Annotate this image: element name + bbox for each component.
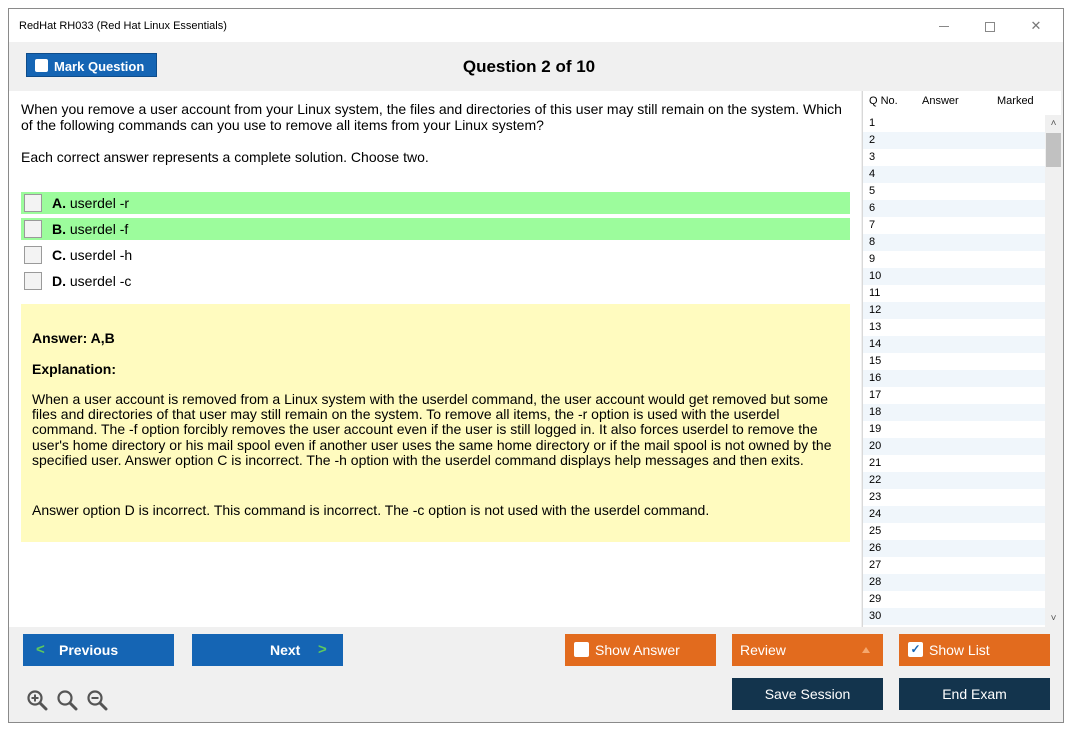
answer-line: Answer: A,B bbox=[32, 330, 115, 346]
list-item[interactable]: 1 bbox=[869, 117, 876, 129]
show-answer-checkbox[interactable] bbox=[574, 642, 589, 657]
option-a[interactable] bbox=[21, 192, 850, 214]
list-item[interactable]: 3 bbox=[869, 151, 876, 163]
list-item[interactable]: 2 bbox=[863, 132, 1045, 149]
list-item[interactable]: 30 bbox=[863, 608, 1045, 625]
option-d-checkbox[interactable] bbox=[24, 272, 42, 290]
list-item[interactable]: 25 bbox=[869, 525, 882, 537]
question-panel bbox=[9, 91, 861, 627]
list-item[interactable]: 9 bbox=[869, 253, 876, 265]
explanation-label: Explanation: bbox=[32, 361, 117, 377]
option-letter: B. bbox=[52, 221, 66, 237]
option-a-checkbox[interactable] bbox=[24, 194, 42, 212]
next-label: Next bbox=[270, 642, 301, 658]
show-list-label: Show List bbox=[929, 642, 990, 658]
previous-label: Previous bbox=[59, 642, 119, 658]
chevron-right-icon: > bbox=[318, 641, 327, 658]
previous-button[interactable] bbox=[23, 634, 174, 666]
list-item[interactable]: 10 bbox=[863, 268, 1045, 285]
question-list-header bbox=[863, 91, 1061, 113]
list-item[interactable]: 14 bbox=[863, 336, 1045, 353]
list-item[interactable]: 22 bbox=[863, 472, 1045, 489]
show-answer-label: Show Answer bbox=[595, 642, 680, 658]
mark-question-label: Mark Question bbox=[54, 59, 145, 74]
dropdown-arrow-icon bbox=[862, 647, 870, 653]
header-answer: Answer bbox=[922, 95, 959, 107]
question-text: When you remove a user account from your Linux system, the files and directories of this user may still remain on the system. Which of the following commands can you use to remove all items from your Linux system? bbox=[21, 101, 842, 133]
close-button[interactable] bbox=[1013, 15, 1059, 37]
option-b[interactable] bbox=[21, 218, 850, 240]
list-item[interactable]: 28 bbox=[863, 574, 1045, 591]
option-c[interactable] bbox=[21, 244, 850, 266]
list-item[interactable]: 24 bbox=[863, 506, 1045, 523]
question-list-scrollbar[interactable] bbox=[1045, 115, 1062, 627]
header-qno: Q No. bbox=[869, 95, 898, 107]
option-text: userdel -r bbox=[69, 195, 130, 211]
list-item[interactable]: 27 bbox=[869, 559, 882, 571]
save-session-button[interactable] bbox=[732, 678, 883, 710]
option-d[interactable] bbox=[21, 270, 850, 292]
close-icon: ✕ bbox=[1030, 18, 1042, 33]
list-item[interactable]: 19 bbox=[869, 423, 882, 435]
minimize-icon bbox=[939, 26, 949, 27]
list-item[interactable]: 29 bbox=[869, 593, 882, 605]
title-bar bbox=[9, 9, 1063, 42]
mark-question-button[interactable] bbox=[26, 53, 157, 77]
explanation-paragraph: Answer option D is incorrect. This command is incorrect. The -c option is not used with the userdel command. bbox=[32, 502, 710, 518]
list-item[interactable]: 26 bbox=[863, 540, 1045, 557]
list-item[interactable]: 7 bbox=[869, 219, 876, 231]
option-letter: A. bbox=[52, 195, 66, 211]
window-title: RedHat RH033 (Red Hat Linux Essentials) bbox=[19, 20, 227, 32]
question-counter: Question 2 of 10 bbox=[462, 57, 596, 76]
app-window bbox=[8, 8, 1064, 723]
chevron-left-icon: < bbox=[36, 641, 45, 658]
scroll-thumb[interactable] bbox=[1046, 133, 1061, 167]
list-item[interactable]: 18 bbox=[863, 404, 1045, 421]
minimize-button[interactable] bbox=[921, 15, 967, 37]
end-exam-button[interactable] bbox=[899, 678, 1050, 710]
list-item[interactable]: 13 bbox=[869, 321, 882, 333]
option-text: userdel -c bbox=[69, 273, 132, 289]
option-b-checkbox[interactable] bbox=[24, 220, 42, 238]
option-c-checkbox[interactable] bbox=[24, 246, 42, 264]
option-letter: D. bbox=[52, 273, 66, 289]
list-item[interactable]: 6 bbox=[863, 200, 1045, 217]
review-dropdown[interactable] bbox=[732, 634, 883, 666]
review-label: Review bbox=[740, 642, 786, 658]
show-answer-button[interactable] bbox=[565, 634, 716, 666]
list-item[interactable]: 23 bbox=[869, 491, 882, 503]
zoom-in-icon[interactable] bbox=[26, 689, 48, 711]
question-instruction: Each correct answer represents a complete solution. Choose two. bbox=[21, 149, 429, 165]
save-session-label: Save Session bbox=[764, 686, 851, 702]
list-item[interactable]: 20 bbox=[863, 438, 1045, 455]
option-text: userdel -f bbox=[69, 221, 129, 237]
show-list-button[interactable] bbox=[899, 634, 1050, 666]
question-list-panel bbox=[862, 91, 1061, 627]
list-item[interactable]: 11 bbox=[869, 287, 881, 299]
list-item[interactable]: 5 bbox=[869, 185, 876, 197]
question-list[interactable] bbox=[863, 115, 1045, 627]
maximize-icon bbox=[985, 22, 995, 32]
list-item[interactable]: 17 bbox=[869, 389, 882, 401]
scroll-down-icon[interactable]: ˅ bbox=[1050, 613, 1057, 624]
list-item[interactable]: 16 bbox=[863, 370, 1045, 387]
show-list-checkbox[interactable]: ✓ bbox=[908, 642, 923, 657]
list-item[interactable]: 15 bbox=[869, 355, 882, 367]
list-item[interactable]: 4 bbox=[863, 166, 1045, 183]
scroll-up-icon[interactable]: ˄ bbox=[1050, 118, 1057, 129]
mark-question-checkbox[interactable] bbox=[35, 59, 48, 72]
end-exam-label: End Exam bbox=[942, 686, 1007, 702]
list-item[interactable]: 12 bbox=[863, 302, 1045, 319]
next-button[interactable] bbox=[192, 634, 343, 666]
explanation-box bbox=[21, 304, 850, 542]
maximize-button[interactable] bbox=[967, 15, 1013, 37]
header-marked: Marked bbox=[997, 95, 1034, 107]
list-item[interactable]: 21 bbox=[869, 457, 882, 469]
explanation-paragraph: When a user account is removed from a Linux system with the userdel command, the user account would get removed but some files and directories of that user may still remain on the system. To remove all items, the -r option is used with the userdel command. The -f option forcibly removes the user account even if the user is still logged in. It also forces userdel to remove the user's home directory or his mail spool even if another user uses the same home directory or if the mail spool is not owned by the specified user. Answer option C is incorrect. The -h option with the userdel command displays help messages and then exits. bbox=[32, 391, 832, 468]
option-text: userdel -h bbox=[69, 247, 133, 263]
zoom-out-icon[interactable] bbox=[86, 689, 108, 711]
option-letter: C. bbox=[52, 247, 66, 263]
zoom-reset-icon[interactable] bbox=[56, 689, 78, 711]
list-item[interactable]: 8 bbox=[863, 234, 1045, 251]
